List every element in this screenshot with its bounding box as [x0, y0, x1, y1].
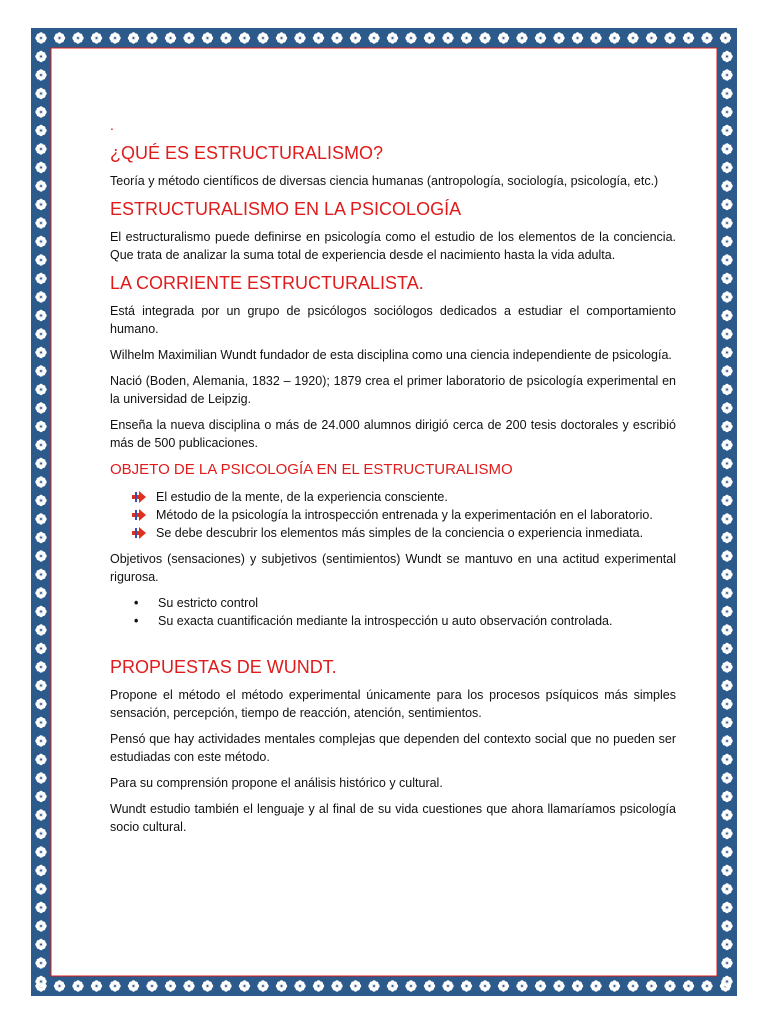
paragraph: Wundt estudio también el lenguaje y al final de su vida cuestiones que ahora llamaríamos psicología socio cultural.	[110, 802, 676, 834]
list-item	[132, 524, 676, 542]
paragraph: Teoría y método científicos de diversas ciencia humanas (antropología, sociología, psicología, etc.)	[110, 174, 659, 188]
list-item-text: El estudio de la mente, de la experiencia consciente.	[156, 490, 448, 504]
heading-estructuralismo-psicologia: ESTRUCTURALISMO EN LA PSICOLOGÍA	[110, 199, 462, 219]
paragraph: Propone el método el método experimental únicamente para los procesos psíquicos más simples sensación, percepción, tiempo de reacción, atención, sentimientos.	[110, 688, 676, 720]
heading-corriente-estructuralista: LA CORRIENTE ESTRUCTURALISTA.	[110, 273, 424, 293]
paragraph: El estructuralismo puede definirse en psicología como el estudio de los elementos de la conciencia. Que trata de analizar la suma total de experiencia desde el nacimiento hasta la vida adulta.	[110, 230, 676, 262]
paragraph: Objetivos (sensaciones) y subjetivos (sentimientos) Wundt se mantuvo en una actitud experimental rigurosa.	[110, 552, 676, 584]
paragraph: Wilhelm Maximilian Wundt fundador de esta disciplina como una ciencia independiente de psicología.	[110, 348, 672, 362]
list-item: • Su estricto control	[134, 594, 676, 612]
paragraph: Pensó que hay actividades mentales complejas que dependen del contexto social que no pueden ser estudiadas con este método.	[110, 732, 676, 764]
paragraph: Está integrada por un grupo de psicólogos sociólogos dedicados a estudiar el comportamiento humano.	[110, 304, 676, 336]
paragraph: Para su comprensión propone el análisis histórico y cultural.	[110, 776, 443, 790]
list-item-text: Se debe descubrir los elementos más simples de la conciencia o experiencia inmediata.	[156, 526, 644, 540]
arrow-bullet-icon	[132, 509, 146, 521]
paragraph: Enseña la nueva disciplina o más de 24.000 alumnos dirigió cerca de 200 tesis doctorales y escribió más de 500 publicaciones.	[110, 418, 676, 450]
paragraph: Nació (Boden, Alemania, 1832 – 1920); 1879 crea el primer laboratorio de psicología experimental en la universidad de Leipzig.	[110, 374, 676, 406]
arrow-list	[110, 488, 676, 542]
red-dot: .	[110, 117, 114, 133]
heading-propuestas-wundt: PROPUESTAS DE WUNDT.	[110, 657, 337, 677]
bullet-list	[110, 594, 676, 630]
document-body	[110, 118, 676, 844]
list-item	[132, 506, 676, 524]
arrow-bullet-icon	[132, 491, 146, 503]
heading-que-es-estructuralismo: ¿QUÉ ES ESTRUCTURALISMO?	[110, 143, 384, 163]
heading-objeto-psicologia: OBJETO DE LA PSICOLOGÍA EN EL ESTRUCTURALISMO	[110, 461, 513, 478]
list-item: • Su exacta cuantificación mediante la introspección u auto observación controlada.	[134, 612, 676, 630]
arrow-bullet-icon	[132, 527, 146, 539]
list-item-text: Método de la psicología la introspección entrenada y la experimentación en el laboratorio.	[156, 508, 653, 522]
list-item	[132, 488, 676, 506]
